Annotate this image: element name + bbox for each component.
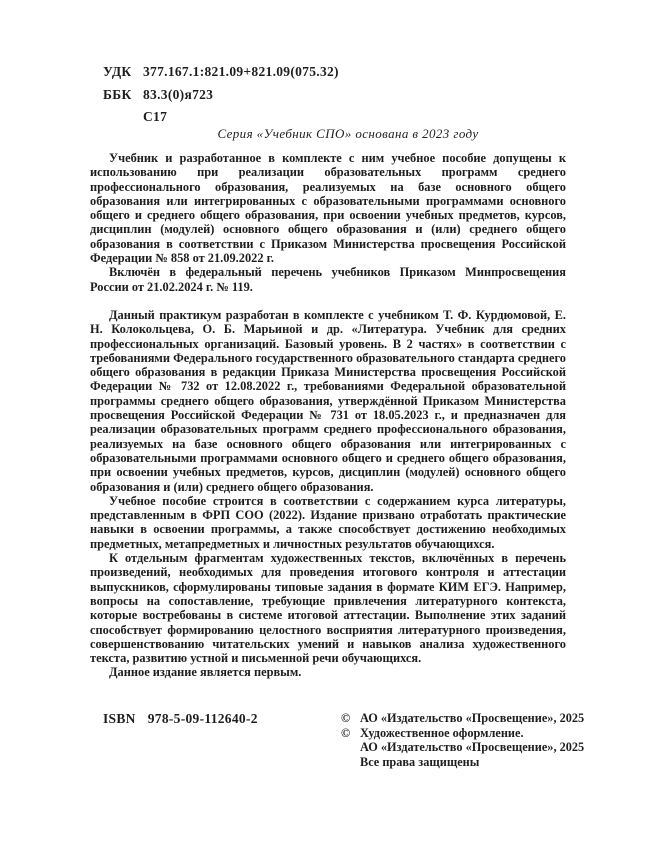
bbk-value: 83.3(0)я723 (143, 86, 214, 102)
udk-value: 377.167.1:821.09+821.09(075.32) (143, 64, 339, 79)
copyright-symbol-spacer (341, 740, 360, 755)
annotation-paragraph-2: Включён в федеральный перечень учебников Приказом Минпросвещения России от 21.02.2024 г. № 119. (90, 265, 566, 294)
series-note: Серия «Учебник СПО» основана в 2023 году (217, 126, 479, 141)
isbn-label: ISBN (103, 711, 136, 726)
annotation-paragraph-1: Учебник и разработанное в комплекте с ним учебное пособие допущены к использованию при реализации образовательных программ среднего профессионального образования, реализуемых на базе основного общего образования или интегрированных с образовательными программами основного общего и среднего общего образования, при освоении учебных предметов, курсов, дисциплин (модулей) основного общего образования и (или) среднего общего образования в соответствии с Приказом Министерства просвещения Российской Федерации № 858 от 21.09.2022 г. (90, 151, 566, 266)
copyright-line-1: АО «Издательство «Просвещение», 2025 (360, 711, 585, 725)
copyright-line-3: АО «Издательство «Просвещение», 2025 (360, 740, 585, 755)
copyright-symbol: © (341, 711, 351, 725)
author-sign: С17 (143, 109, 168, 124)
copyright-symbol: © (341, 725, 351, 740)
copyright-row-4 (341, 755, 584, 770)
bbk-label: ББК (103, 86, 132, 102)
copyright-symbol-spacer (341, 755, 360, 770)
udk-label: УДК (103, 64, 132, 79)
classification-block (103, 61, 339, 129)
isbn-line (103, 711, 258, 727)
copyright-line-2: Художественное оформление. (360, 725, 524, 740)
annotation-paragraph-4: Учебное пособие строится в соответствии с содержанием курса литературы, представленным в ФРП СОО (2022). Издание призвано отработать практические навыки в освоении программы, а также способствует достижению необходимых предметных, метапредметных и личностных результатов обучающихся. (90, 493, 566, 551)
copyright-row-1 (341, 711, 584, 726)
annotation-paragraph-3: Данный практикум разработан в комплекте с учебником Т. Ф. Курдюмовой, Е. Н. Колокольцева, О. Б. Марьиной и др. «Литература. Учебник для средних профессиональных организаций. Базовый уровень. В 2 частях» в соответствии с требованиями Федерального государственного образовательного стандарта среднего общего образования в редакции Приказа Министерства просвещения Российской Федерации № 732 от 12.08.2022 г., требованиями Федеральной образовательной программы среднего общего образования, утверждённой Приказом Министерства просвещения Российской Федерации № 731 от 18.05.2023 г., и предназначен для реализации образовательных программ среднего профессионального образования, реализуемых на базе основного общего образования или интегрированных с образовательными программами основного общего и среднего общего образования, при освоении учебных предметов, курсов, дисциплин (модулей) основного общего образования и (или) среднего общего образования. (90, 307, 566, 494)
annotation-block (90, 151, 566, 680)
annotation-paragraph-5: К отдельным фрагментам художественных текстов, включённых в перечень произведений, необходимых для проведения итогового контроля и аттестации выпускников, сформулированы типовые задания в формате КИМ ЕГЭ. Например, вопросы на сопоставление, требующие привлечения литературного контекста, которые востребованы в системе итоговой аттестации. Выполнение этих заданий способствует формированию целостного восприятия литературного произведения, совершенствованию читательских умений и навыков анализа художественного текста, развитию устной и письменной речи обучающихся. (90, 551, 566, 666)
copyright-row-3 (341, 740, 584, 755)
isbn-value: 978-5-09-112640-2 (147, 711, 258, 726)
annotation-paragraph-6: Данное издание является первым. (109, 665, 302, 680)
bbk-row (103, 84, 339, 107)
copyright-row-2 (341, 726, 584, 741)
copyright-block (341, 711, 584, 769)
copyright-line-4: Все права защищены (360, 754, 480, 769)
udk-row (103, 61, 339, 84)
